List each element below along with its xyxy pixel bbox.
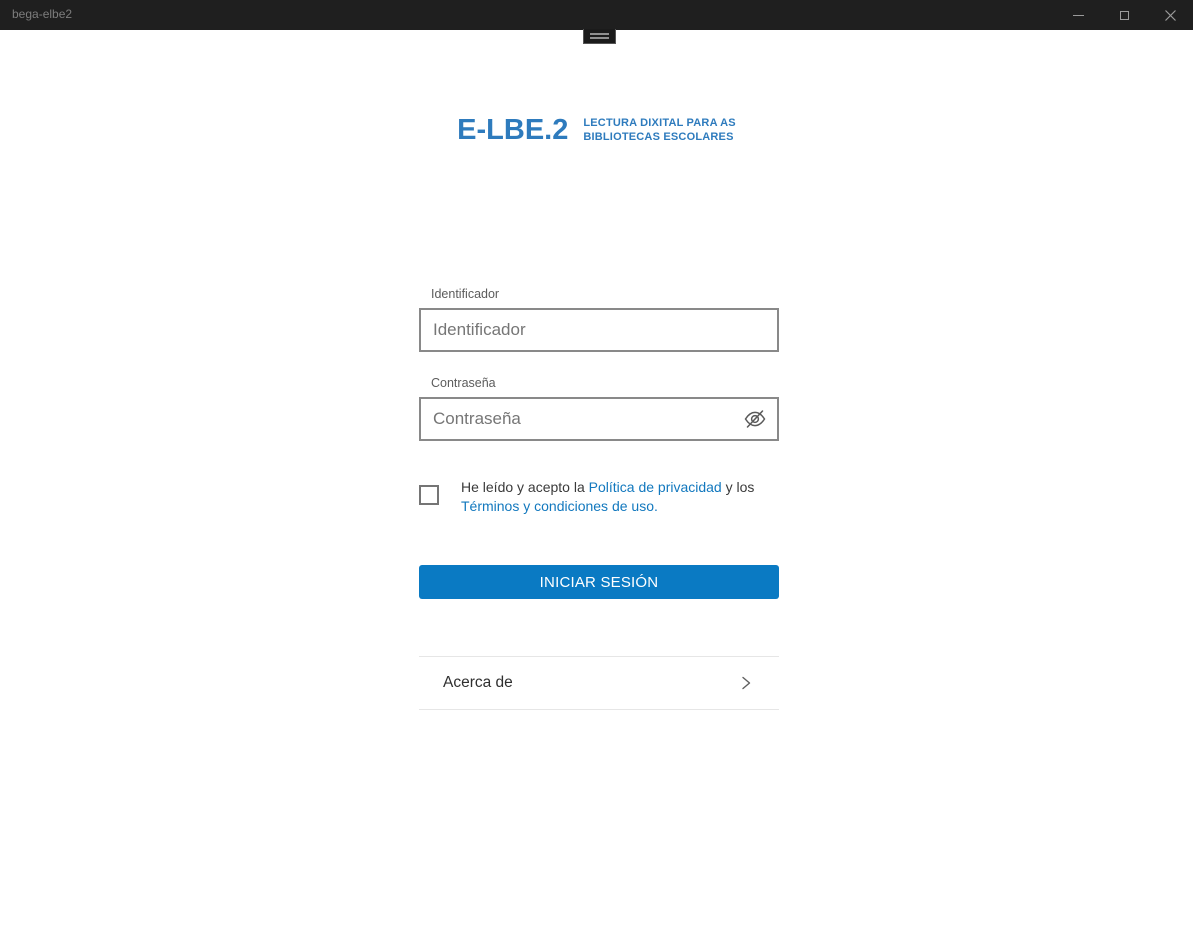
close-icon bbox=[1165, 10, 1176, 21]
logo-subtitle-line2: BIBLIOTECAS ESCOLARES bbox=[583, 130, 734, 143]
window-controls bbox=[1055, 0, 1193, 30]
terms-prefix: He leído y acepto la bbox=[461, 479, 589, 495]
about-label: Acerca de bbox=[443, 674, 513, 691]
hamburger-icon bbox=[590, 37, 609, 39]
terms-conditions-link[interactable]: Términos y condiciones de uso. bbox=[461, 497, 658, 514]
identifier-label: Identificador bbox=[431, 287, 500, 301]
about-row[interactable] bbox=[419, 657, 779, 709]
titlebar bbox=[0, 0, 1193, 30]
minimize-button[interactable] bbox=[1055, 0, 1101, 30]
terms-middle: y los bbox=[721, 479, 755, 495]
password-label: Contraseña bbox=[431, 376, 496, 390]
app-logo bbox=[0, 114, 1193, 147]
password-input[interactable] bbox=[419, 397, 779, 441]
logo-subtitle-line1: LECTURA DIXITAL PARA AS bbox=[583, 117, 736, 129]
privacy-policy-link[interactable]: Política de privacidad bbox=[588, 479, 722, 495]
maximize-button[interactable] bbox=[1101, 0, 1147, 30]
close-button[interactable] bbox=[1147, 0, 1193, 30]
window-title: bega-elbe2 bbox=[12, 7, 73, 21]
logo-title: E-LBE.2 bbox=[457, 114, 569, 146]
terms-checkbox[interactable] bbox=[419, 485, 439, 505]
minimize-icon bbox=[1073, 15, 1084, 16]
chevron-right-icon bbox=[738, 676, 753, 691]
identifier-input[interactable] bbox=[419, 308, 779, 352]
maximize-icon bbox=[1120, 11, 1129, 20]
hamburger-icon bbox=[590, 33, 609, 35]
nav-toggle-button[interactable] bbox=[583, 29, 616, 44]
logo-subtitle bbox=[583, 117, 736, 144]
login-button[interactable]: INICIAR SESIÓN bbox=[419, 565, 779, 599]
password-visibility-toggle[interactable] bbox=[738, 405, 772, 433]
eye-off-icon bbox=[742, 407, 768, 431]
terms-text bbox=[461, 478, 763, 515]
divider bbox=[419, 709, 779, 710]
